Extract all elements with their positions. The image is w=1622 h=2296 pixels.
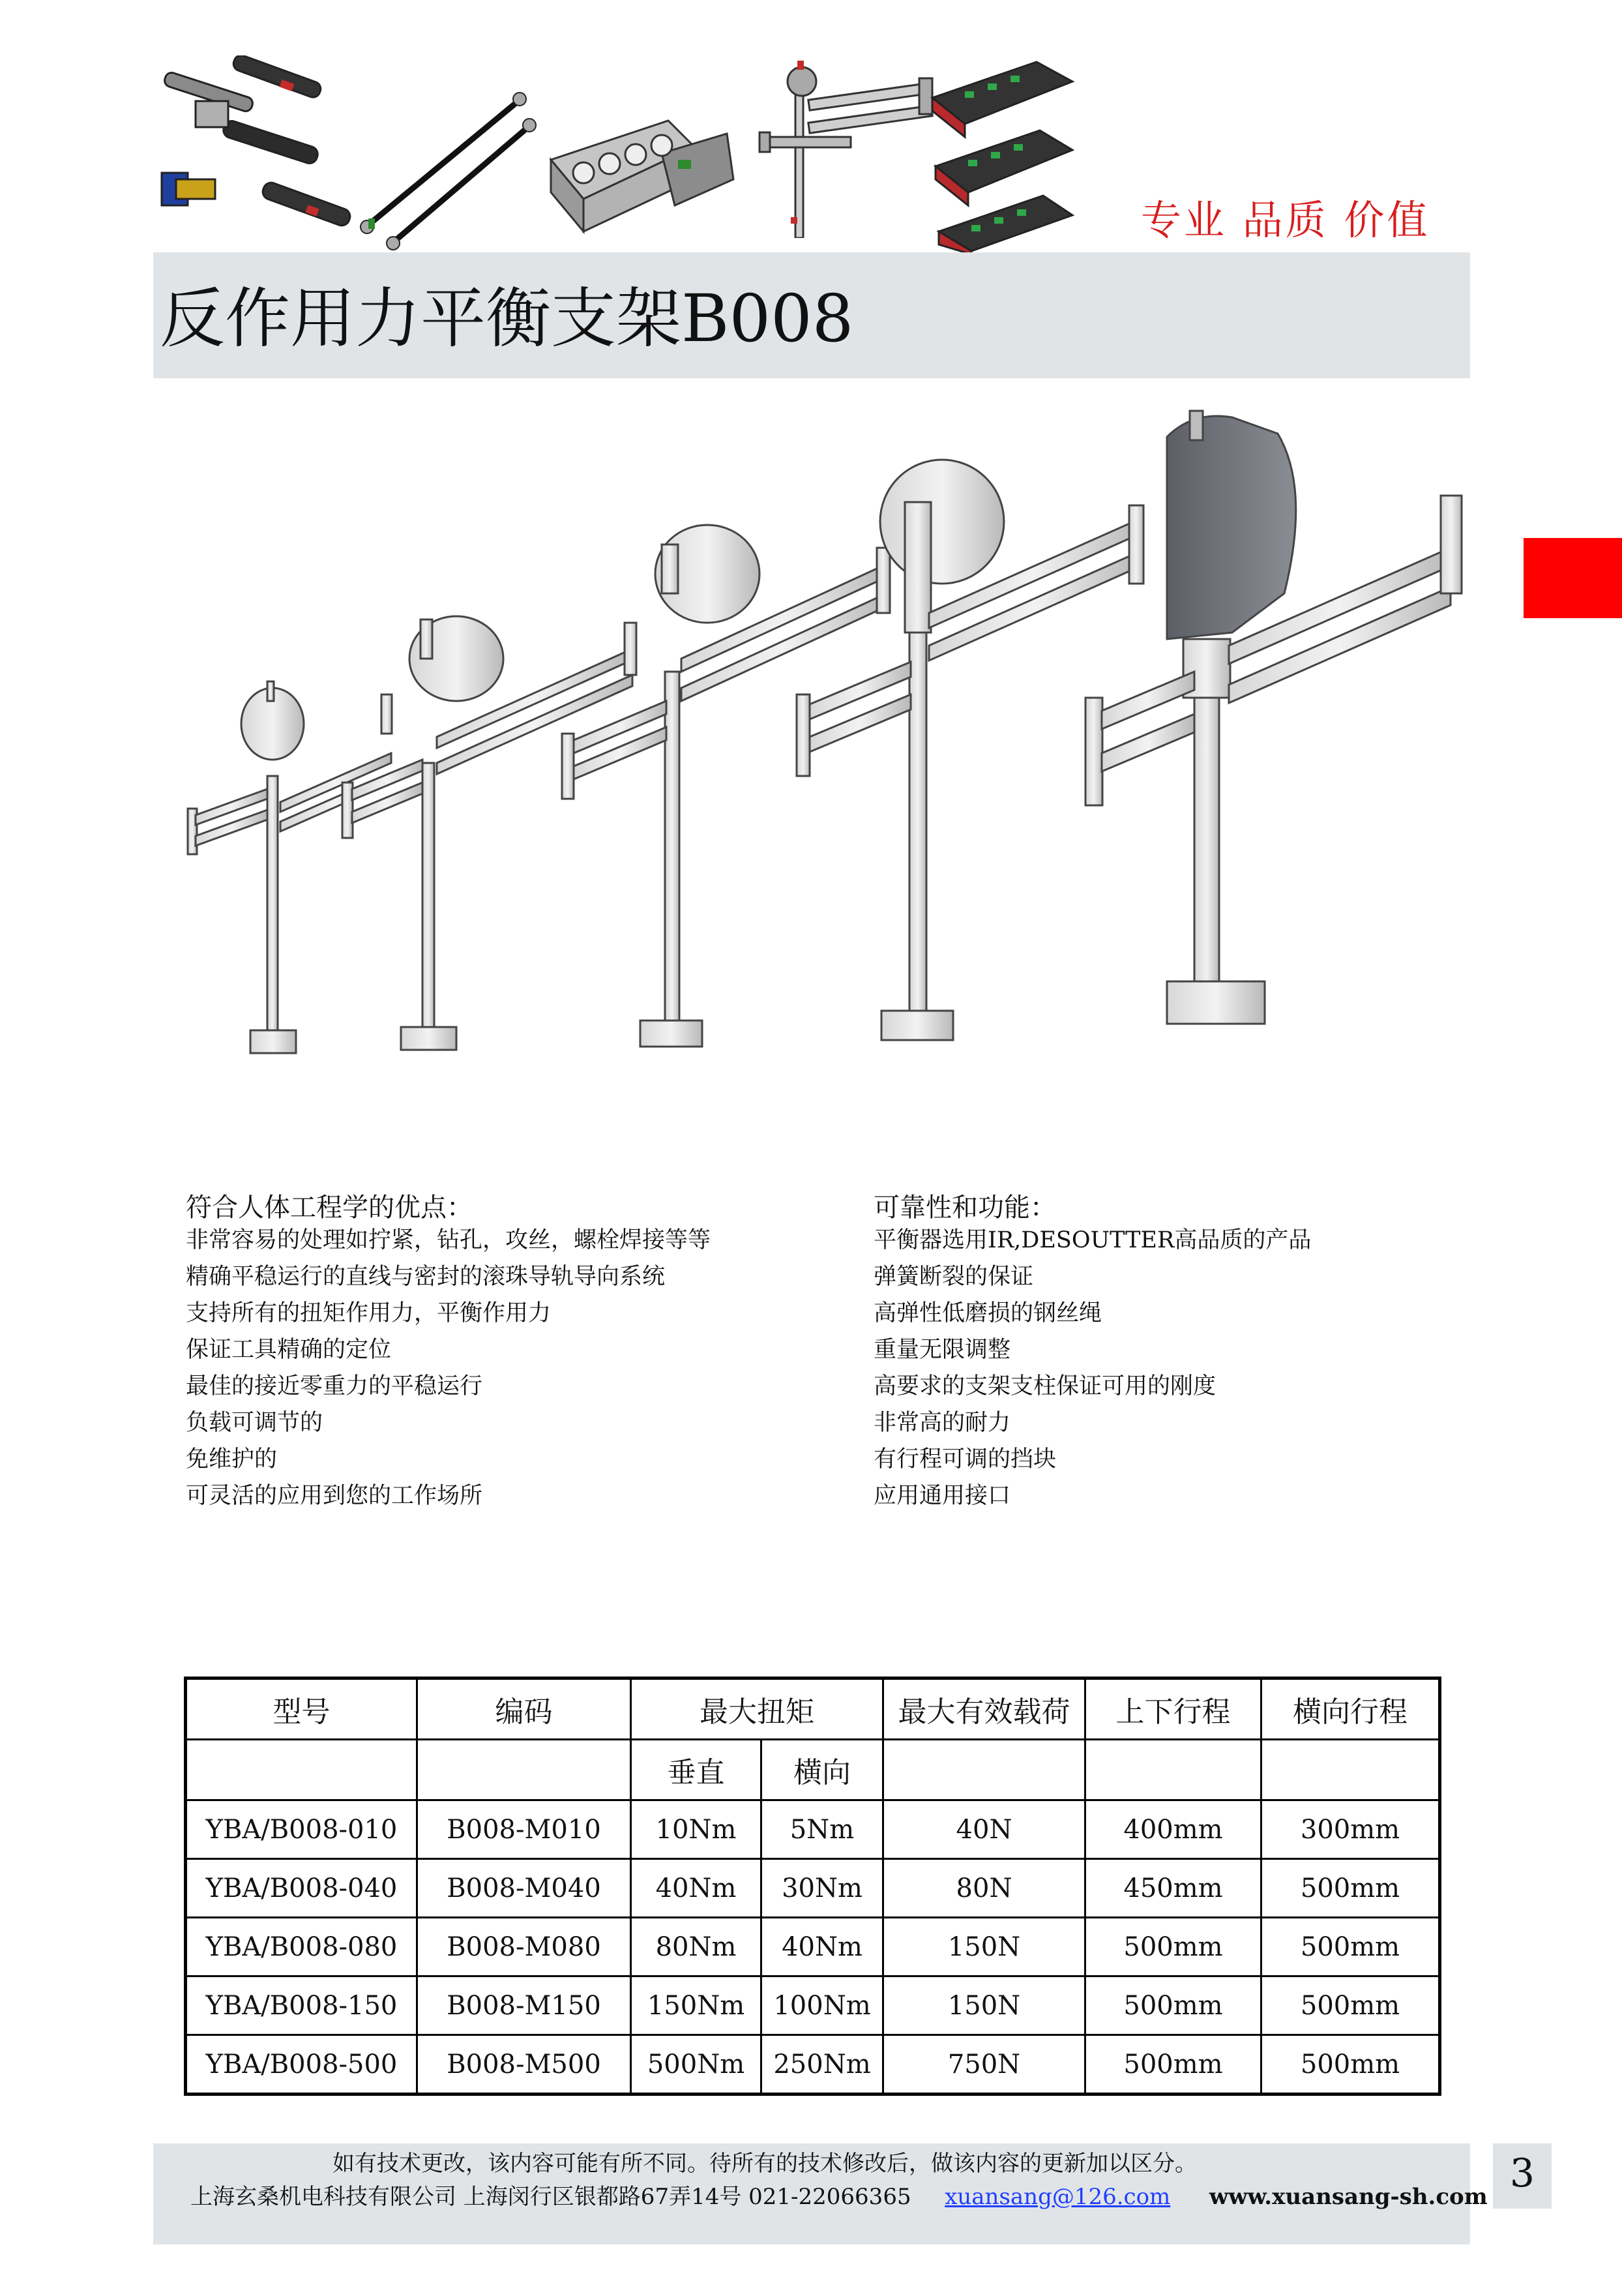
header-model: 型号 (186, 1678, 417, 1740)
cell-vertical-travel: 500mm (1085, 2035, 1261, 2095)
cell-horizontal-travel: 500mm (1261, 1918, 1440, 1976)
list-item: 精确平稳运行的直线与密封的滚珠导轨导向系统 (186, 1264, 666, 1290)
cell-horizontal-travel: 500mm (1261, 1859, 1440, 1918)
ergonomics-heading: 符合人体工程学的优点： (186, 1193, 473, 1223)
cell-payload: 80N (883, 1859, 1085, 1918)
cell-horizontal-travel: 300mm (1261, 1800, 1440, 1859)
list-item: 免维护的 (186, 1446, 278, 1472)
arm-model-010 (188, 681, 392, 1053)
cell-vertical-travel: 400mm (1085, 1800, 1261, 1859)
cell-torque-horizontal: 30Nm (761, 1859, 883, 1918)
arm-model-080 (562, 525, 890, 1047)
cell-vertical-travel: 500mm (1085, 1918, 1261, 1976)
list-item: 非常高的耐力 (874, 1410, 1011, 1436)
cell-model: YBA/B008-010 (186, 1800, 417, 1859)
table-row (186, 2035, 1440, 2095)
header-max-torque: 最大扭矩 (631, 1678, 883, 1740)
list-item: 非常容易的处理如拧紧，钻孔，攻丝，螺栓焊接等等 (186, 1227, 711, 1253)
cell-torque-vertical: 80Nm (631, 1918, 761, 1976)
reaction-arms-illustration (176, 398, 1480, 1115)
cell-payload: 150N (883, 1918, 1085, 1976)
table-header-row (186, 1678, 1440, 1740)
cell-torque-horizontal: 5Nm (761, 1800, 883, 1859)
list-item: 平衡器选用IR,DESOUTTER高品质的产品 (874, 1227, 1312, 1253)
list-item: 高要求的支架支柱保证可用的刚度 (874, 1373, 1216, 1399)
cell-horizontal-travel: 500mm (1261, 1976, 1440, 2035)
cell-torque-vertical: 10Nm (631, 1800, 761, 1859)
cell-code: B008-M010 (417, 1800, 631, 1859)
footer-notice: 如有技术更改，该内容可能有所不同。待所有的技术修改后，做该内容的更新加以区分。 (332, 2151, 1197, 2177)
linear-guide-image (544, 108, 740, 238)
cell-vertical-travel: 450mm (1085, 1859, 1261, 1918)
header-max-payload: 最大有效载荷 (883, 1678, 1085, 1740)
table-row (186, 1859, 1440, 1918)
cell-horizontal-travel: 500mm (1261, 2035, 1440, 2095)
list-item: 可灵活的应用到您的工作场所 (186, 1483, 483, 1509)
arm-model-040 (342, 616, 636, 1050)
list-item: 有行程可调的挡块 (874, 1446, 1057, 1472)
list-item: 弹簧断裂的保证 (874, 1264, 1034, 1290)
balancer-arm-image (746, 55, 936, 238)
subheader-empty (1085, 1740, 1261, 1800)
page-number: 3 (1509, 2151, 1535, 2196)
cell-torque-horizontal: 100Nm (761, 1976, 883, 2035)
cell-code: B008-M080 (417, 1918, 631, 1976)
list-item: 应用通用接口 (874, 1483, 1011, 1509)
list-item: 支持所有的扭矩作用力，平衡作用力 (186, 1300, 552, 1326)
cell-code: B008-M040 (417, 1859, 631, 1918)
cell-payload: 40N (883, 1800, 1085, 1859)
tool-handles-image (150, 55, 365, 245)
cell-torque-vertical: 40Nm (631, 1859, 761, 1918)
arm-model-500 (1085, 411, 1462, 1024)
slogan: 专业 品质 价值 (1141, 196, 1430, 244)
page-title: 反作用力平衡支架B008 (160, 280, 854, 357)
subheader-empty (186, 1740, 417, 1800)
cell-torque-vertical: 150Nm (631, 1976, 761, 2035)
specification-table (184, 1677, 1441, 2096)
email-link[interactable]: xuansang@126.com (945, 2184, 1171, 2210)
cable-rods-image (355, 85, 538, 254)
cell-torque-horizontal: 40Nm (761, 1918, 883, 1976)
reliability-list (874, 1222, 1311, 1514)
header-vertical-travel: 上下行程 (1085, 1678, 1261, 1740)
list-item: 最佳的接近零重力的平稳运行 (186, 1373, 483, 1399)
subheader-empty (1261, 1740, 1440, 1800)
table-row (186, 1976, 1440, 2035)
controller-units-image (926, 59, 1076, 254)
table-subheader-row (186, 1740, 1440, 1800)
cell-payload: 750N (883, 2035, 1085, 2095)
cell-model: YBA/B008-040 (186, 1859, 417, 1918)
section-tab-marker (1524, 538, 1622, 618)
cell-payload: 150N (883, 1976, 1085, 2035)
list-item: 负载可调节的 (186, 1410, 323, 1436)
cell-torque-vertical: 500Nm (631, 2035, 761, 2095)
subheader-horizontal: 横向 (761, 1740, 883, 1800)
footer-contact (190, 2179, 1488, 2211)
cell-model: YBA/B008-500 (186, 2035, 417, 2095)
subheader-vertical: 垂直 (631, 1740, 761, 1800)
list-item: 重量无限调整 (874, 1337, 1011, 1363)
website-link[interactable]: www.xuansang-sh.com (1209, 2184, 1488, 2210)
header-horizontal-travel: 横向行程 (1261, 1678, 1440, 1740)
cell-vertical-travel: 500mm (1085, 1976, 1261, 2035)
cell-model: YBA/B008-080 (186, 1918, 417, 1976)
cell-code: B008-M150 (417, 1976, 631, 2035)
cell-model: YBA/B008-150 (186, 1976, 417, 2035)
table-row (186, 1918, 1440, 1976)
footer-company: 上海玄桑机电科技有限公司 上海闵行区银都路67弄14号 021-22066365 (190, 2184, 911, 2210)
subheader-empty (417, 1740, 631, 1800)
table-row (186, 1800, 1440, 1859)
list-item: 高弹性低磨损的钢丝绳 (874, 1300, 1102, 1326)
reliability-heading: 可靠性和功能： (874, 1193, 1056, 1223)
subheader-empty (883, 1740, 1085, 1800)
cell-code: B008-M500 (417, 2035, 631, 2095)
header-code: 编码 (417, 1678, 631, 1740)
ergonomics-list (186, 1222, 711, 1514)
cell-torque-horizontal: 250Nm (761, 2035, 883, 2095)
list-item: 保证工具精确的定位 (186, 1337, 392, 1363)
